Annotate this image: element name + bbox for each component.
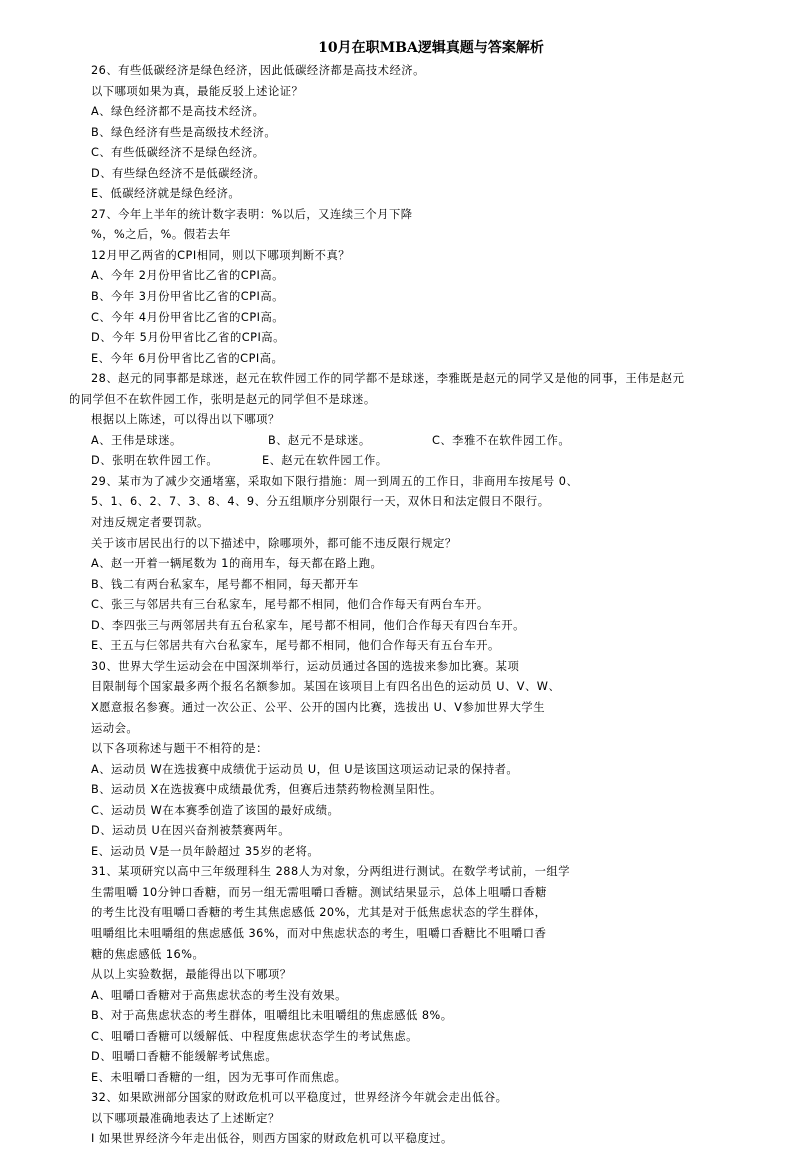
text-line: I 如果世界经济今年走出低谷，则西方国家的财政危机可以平稳度过。 [91,1132,453,1146]
text-line: 糖的焦虑感低 16%。 [91,947,205,961]
text-line: B、今年 3月份甲省比乙省的CPI高。 [91,290,284,304]
text-line: 对违反规定者要罚款。 [91,516,209,530]
text-line: %，%之后，%。假若去年 [91,228,231,242]
text-line: D、今年 5月份甲省比乙省的CPI高。 [91,331,285,345]
text-line: A、王伟是球迷。 B、赵元不是球迷。 C、李雅不在软件园工作。 [91,433,571,447]
text-line: D、张明在软件园工作。 E、赵元在软件园工作。 [91,454,388,468]
text-line: 30、世界大学生运动会在中国深圳举行，运动员通过各国的选拔来参加比赛。某项 [91,659,520,673]
text-line: C、运动员 W在本赛季创造了该国的最好成绩。 [91,803,340,817]
text-line: 目限制每个国家最多两个报名名额参加。某国在该项目上有四名出色的运动员 U、V、W、 [91,680,561,694]
document-title: 10月在职MBA逻辑真题与答案解析 [318,40,544,56]
text-line: 生需咀嚼 10分钟口香糖，而另一组无需咀嚼口香糖。测试结果显示，总体上咀嚼口香糖 [91,885,547,899]
text-line: A、赵一开着一辆尾数为 1的商用车，每天都在路上跑。 [91,557,383,571]
text-line: B、运动员 X在选拔赛中成绩最优秀，但赛后违禁药物检测呈阳性。 [91,783,442,797]
text-line: 根据以上陈述，可以得出以下哪项？ [91,413,280,427]
text-line: 的考生比没有咀嚼口香糖的考生其焦虑感低 20%，尤其是对于低焦虑状态的学生群体， [91,906,547,920]
text-line: A、咀嚼口香糖对于高焦虑状态的考生没有效果。 [91,988,347,1002]
text-line: 以下各项称述与题干不相符的是： [91,742,268,756]
text-line: C、今年 4月份甲省比乙省的CPI高。 [91,310,285,324]
text-line: B、钱二有两台私家车，尾号都不相同，每天都开车 [91,577,359,591]
text-line: 以下哪项如果为真，最能反驳上述论证？ [91,84,304,98]
text-line: E、低碳经济就是绿色经济。 [91,187,241,201]
text-line: 咀嚼组比未咀嚼组的焦虑感低 36%，而对中焦虑状态的考生，咀嚼口香糖比不咀嚼口香 [91,926,547,940]
text-line: 关于该市居民出行的以下描述中，除哪项外，都可能不违反限行规定？ [91,536,457,550]
text-line: 从以上实验数据，最能得出以下哪项？ [91,968,292,982]
document-body [0,61,800,1150]
text-line: 26、有些低碳经济是绿色经济，因此低碳经济都是高技术经济。 [91,64,425,77]
text-line: B、绿色经济有些是高级技术经济。 [91,125,277,139]
text-line: E、运动员 V是一员年龄超过 35岁的老将。 [91,844,320,858]
text-line: 的同学但不在软件园工作，张明是赵元的同学但不是球迷。 [69,392,376,406]
text-line: E、今年 6月份甲省比乙省的CPI高。 [91,351,284,365]
text-line: 运动会。 [91,721,139,735]
text-line: D、运动员 U在因兴奋剂被禁赛两年。 [91,824,291,838]
text-line: 29、某市为了减少交通堵塞，采取如下限行措施：周一到周五的工作日，非商用车按尾号 0、 [91,474,579,488]
text-line: A、运动员 W在选拔赛中成绩优于运动员 U，但 U是该国这项运动记录的保持者。 [91,762,519,776]
text-line: E、未咀嚼口香糖的一组，因为无事可作而焦虑。 [91,1070,347,1084]
text-line: C、咀嚼口香糖可以缓解低、中程度焦虑状态学生的考试焦虑。 [91,1029,418,1043]
text-line: A、绿色经济都不是高技术经济。 [91,105,265,119]
text-line: 以下哪项最准确地表达了上述断定？ [91,1111,280,1125]
text-line: C、有些低碳经济不是绿色经济。 [91,146,265,160]
text-line: 27、今年上半年的统计数字表明：%以后，又连续三个月下降 [91,207,413,221]
text-line: B、对于高焦虑状态的考生群体，咀嚼组比未咀嚼组的焦虑感低 8%。 [91,1009,453,1023]
text-line: 28、赵元的同事都是球迷，赵元在软件园工作的同学都不是球迷，李雅既是赵元的同学又是他的同事，王伟是赵元 [91,372,685,386]
text-line: D、咀嚼口香糖不能缓解考试焦虑。 [91,1050,278,1064]
text-line: X愿意报名参赛。通过一次公正、公平、公开的国内比赛，选拔出 U、V参加世界大学生 [91,700,546,714]
text-line: 12月甲乙两省的CPI相同，则以下哪项判断不真？ [91,248,351,262]
text-line: 5、1、6、2、7、3、8、4、9、分五组顺序分别限行一天，双休日和法定假日不限行。 [91,495,550,509]
text-line: E、王五与仨邻居共有六台私家车，尾号都不相同，他们合作每天有五台车开。 [91,639,500,653]
text-line: D、李四张三与两邻居共有五台私家车，尾号都不相同，他们合作每天有四台车开。 [91,618,525,632]
text-line: 31、某项研究以高中三年级理科生 288人为对象，分两组进行测试。在数学考试前，一组学 [91,865,571,879]
text-line: D、有些绿色经济不是低碳经济。 [91,166,266,180]
text-line: 32、如果欧洲部分国家的财政危机可以平稳度过，世界经济今年就会走出低谷。 [91,1091,508,1105]
text-line: A、今年 2月份甲省比乙省的CPI高。 [91,269,284,283]
text-line: C、张三与邻居共有三台私家车，尾号都不相同，他们合作每天有两台车开。 [91,598,489,612]
